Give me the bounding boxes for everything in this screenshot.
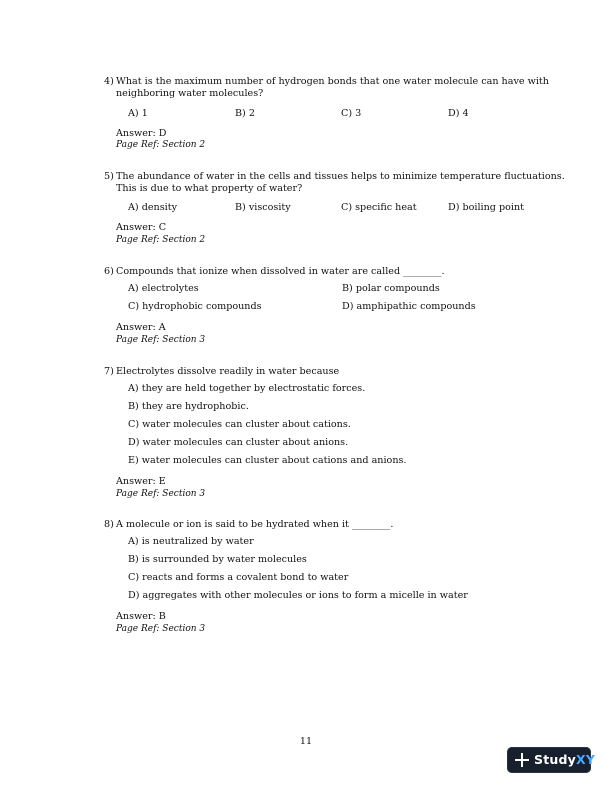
question-number: 5): [104, 171, 114, 182]
question-text-line: A molecule or ion is said to be hydrated when it ________.: [116, 519, 394, 530]
option-b: B) is surrounded by water molecules: [128, 554, 307, 565]
answer: Answer: C: [116, 222, 167, 233]
question-text-line: Electrolytes dissolve readily in water because: [116, 366, 340, 377]
option-a: A) is neutralized by water: [128, 536, 254, 547]
brand-name-part2: XY: [575, 752, 596, 767]
question-number: 6): [104, 266, 114, 277]
option-e: E) water molecules can cluster about cations and anions.: [128, 455, 407, 466]
page-ref: Page Ref: Section 3: [116, 624, 206, 634]
option-a: A) electrolytes: [128, 283, 199, 294]
option-c: C) water molecules can cluster about cations.: [128, 419, 351, 430]
option-d: D) aggregates with other molecules or ions to form a micelle in water: [128, 590, 468, 601]
option-d: D) water molecules can cluster about anions.: [128, 437, 349, 448]
option-c: C) hydrophobic compounds: [128, 301, 262, 312]
answer: Answer: D: [116, 128, 167, 139]
question-number: 7): [104, 366, 114, 377]
option-a: A) 1: [128, 108, 148, 119]
page-ref: Page Ref: Section 2: [116, 140, 206, 150]
option-c: C) reacts and forms a covalent bond to water: [128, 572, 349, 583]
answer: Answer: B: [116, 611, 166, 622]
page-number: 11: [299, 736, 313, 747]
question-number: 8): [104, 519, 114, 530]
question-text-line: Compounds that ionize when dissolved in water are called ________.: [116, 266, 445, 277]
plus-icon: [515, 753, 529, 767]
option-a: A) they are held together by electrostatic forces.: [128, 383, 366, 394]
option-b: B) viscosity: [235, 202, 291, 213]
answer: Answer: A: [116, 322, 166, 333]
option-c: C) specific heat: [341, 202, 417, 213]
brand-name-part1: Study: [534, 752, 576, 767]
page-ref: Page Ref: Section 2: [116, 235, 206, 245]
option-b: B) they are hydrophobic.: [128, 401, 249, 412]
studyxy-badge[interactable]: [507, 747, 596, 773]
page-ref: Page Ref: Section 3: [116, 335, 206, 345]
option-d: D) boiling point: [448, 202, 524, 213]
answer: Answer: E: [116, 476, 166, 487]
page-ref: Page Ref: Section 3: [116, 489, 206, 499]
option-c: C) 3: [341, 108, 362, 119]
question-text-line: neighboring water molecules?: [116, 88, 264, 99]
option-b: B) polar compounds: [342, 283, 440, 294]
question-number: 4): [104, 76, 114, 87]
question-text-line: The abundance of water in the cells and tissues helps to minimize temperature fluctuations.: [116, 171, 565, 182]
question-text-line: This is due to what property of water?: [116, 183, 303, 194]
option-d: D) amphipathic compounds: [342, 301, 476, 312]
question-text-line: What is the maximum number of hydrogen bonds that one water molecule can have with: [116, 76, 549, 87]
option-d: D) 4: [448, 108, 469, 119]
brand-logo-text: [534, 752, 595, 768]
option-a: A) density: [128, 202, 177, 213]
option-b: B) 2: [235, 108, 255, 119]
